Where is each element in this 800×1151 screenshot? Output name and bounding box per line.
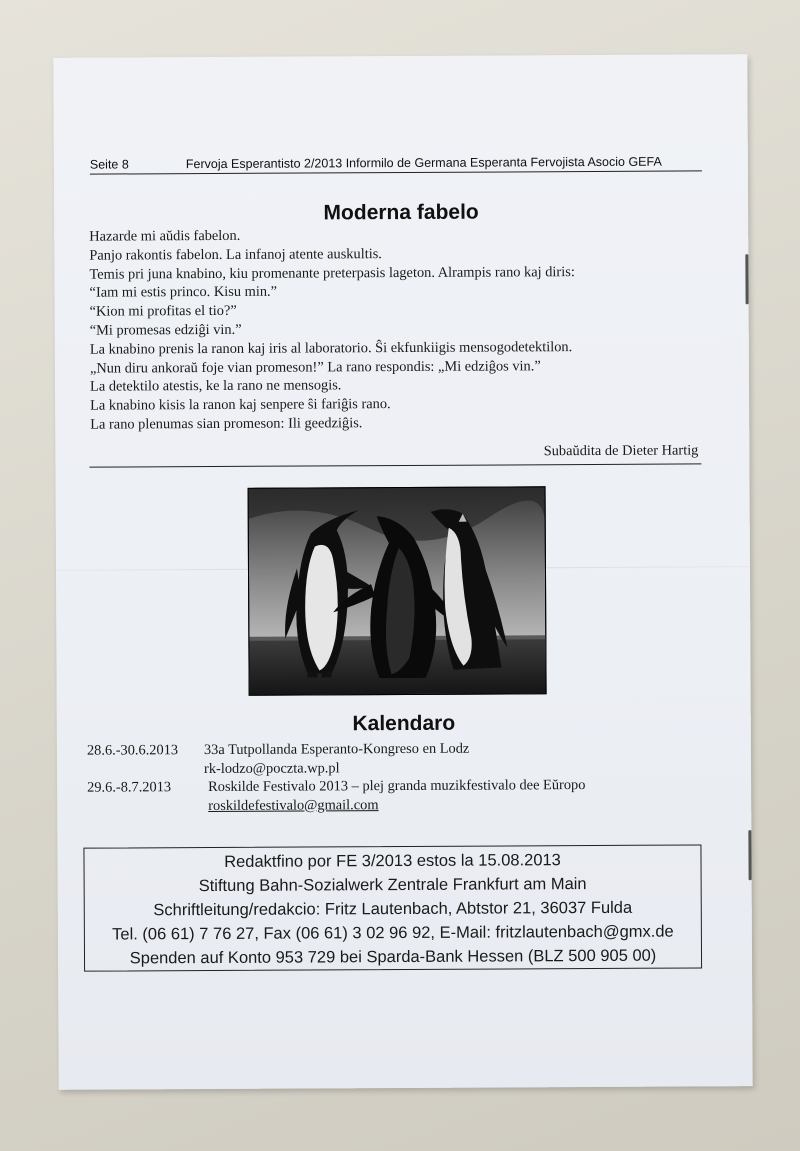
penguins-illustration [249, 487, 546, 695]
fable-line: “Iam mi estis princo. Kisu min.” [89, 284, 278, 302]
staple [748, 830, 751, 880]
calendar-list [87, 738, 717, 815]
event-date: 28.6.-30.6.2013 [86, 742, 179, 759]
fable-line: “Mi promesas edziĝi vin.” [89, 321, 242, 339]
section-divider [89, 463, 701, 467]
fable-line: „Nun diru ankoraŭ foje vian promeson!” La rano respondis: „Mi edziĝos vin.” [89, 357, 541, 377]
fable-line: “Kion mi profitas el tio?” [89, 303, 237, 320]
fable-credit: Subaŭdita de Dieter Hartig [543, 442, 699, 460]
fable-line: La detektilo atestis, ke la rano ne mensogis. [89, 377, 342, 396]
event-date: 29.6.-8.7.2013 [87, 779, 172, 796]
imprint-line: Stiftung Bahn-Sozialwerk Zentrale Frankfurt am Main [198, 875, 587, 896]
newsletter-page [53, 54, 752, 1090]
calendar-title: Kalendaro [352, 711, 456, 736]
event-email-link[interactable]: roskildefestivalo@gmail.com [208, 796, 379, 814]
calendar-event-contact [87, 794, 717, 816]
event-title: 33a Tutpollanda Esperanto-Kongreso en Lodz [203, 740, 470, 759]
imprint-box [83, 844, 702, 971]
running-header [90, 154, 702, 174]
fable-line: La knabino kisis la ranon kaj senpere ŝi fariĝis rano. [90, 396, 391, 414]
fable-line: La knabino prenis la ranon kaj iris al laboratorio. Ŝi ekfunkiigis mensogodetektilon. [89, 338, 573, 358]
imprint-line: Redaktfino por FE 3/2013 estos la 15.08.2013 [224, 851, 561, 871]
imprint-line: Schriftleitung/redakcio: Fritz Lautenbach, Abtstor 21, 36037 Fulda [153, 898, 633, 920]
fable-text [89, 224, 702, 434]
event-email[interactable]: rk-lodzo@poczta.wp.pl [203, 759, 340, 777]
fable-line: Hazarde mi aŭdis fabelon. [89, 227, 241, 245]
imprint-line: Tel. (06 61) 7 76 27, Fax (06 61) 3 02 96 92, E-Mail: fritzlautenbach@gmx.de [112, 922, 674, 944]
fable-title: Moderna fabelo [323, 200, 479, 225]
event-title: Roskilde Festivalo 2013 – plej granda muzikfestivalo dee Eŭropo [208, 777, 586, 796]
fable-line: Temis pri juna knabino, kiu promenante preterpasis lageton. Alrampis rano kaj diris: [89, 263, 575, 283]
publication-line: Fervoja Esperantisto 2/2013 Informilo de Germana Esperanta Fervojista Asocio GEFA [185, 154, 662, 172]
imprint-line: Spenden auf Konto 953 729 bei Sparda-Bank Hessen (BLZ 500 905 00) [129, 946, 657, 968]
penguins-photo [248, 486, 547, 696]
fable-line: Panjo rakontis fabelon. La infanoj atente auskultis. [89, 245, 382, 264]
page-number: Seite 8 [89, 157, 129, 172]
staple [745, 254, 748, 304]
fable-line: La rano plenumas sian promeson: Ili geedziĝis. [90, 415, 363, 433]
